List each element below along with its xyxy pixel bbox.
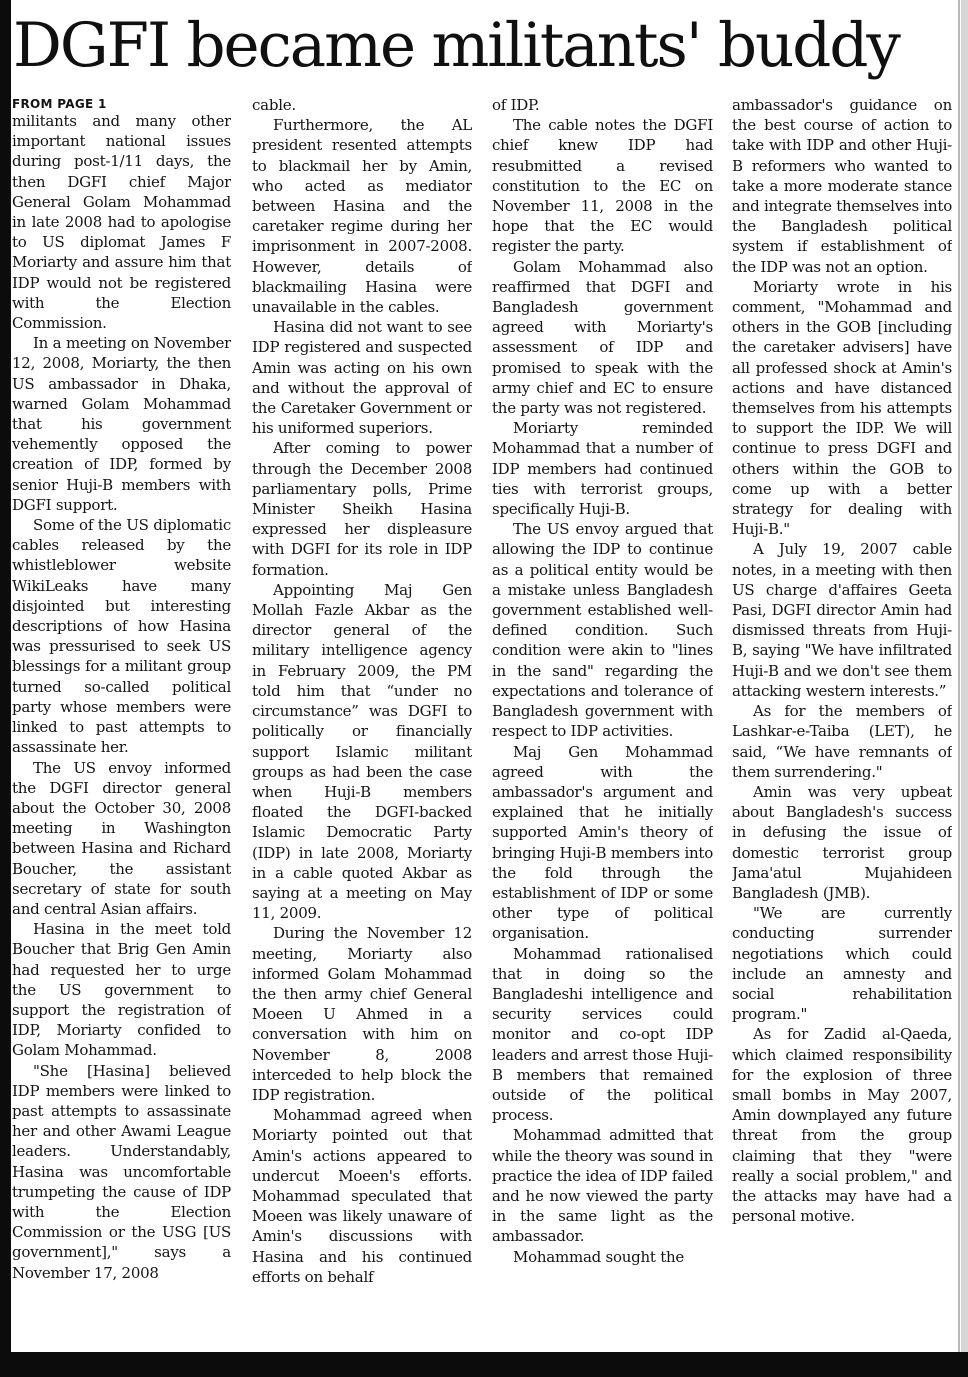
paragraph: After coming to power through the December 2008 parliamentary polls, Prime Minister Sheikh Hasina expressed her displeasure with DGFI for its role in IDP formation. xyxy=(252,439,472,579)
paragraph: Appointing Maj Gen Mollah Fazle Akbar as the director general of the military intelligence agency in February 2009, the PM told him that “under no circumstance” was DGFI to politically or financially support Islamic militant groups as had been the case when Huji-B members floated the DGFI-backed Islamic Democratic Party (IDP) in late 2008, Moriarty in a cable quoted Akbar as saying at a meeting on May 11, 2009. xyxy=(252,580,472,923)
article-column-4 xyxy=(732,95,952,1355)
article-column-3 xyxy=(492,95,713,1355)
paragraph: "She [Hasina] believed IDP members were linked to past attempts to assassinate her and other Awami League leaders. Understandably, Hasina was uncomfortable trumpeting the cause of IDP with the Election Commission or the USG [US government]," says a November 17, 2008 xyxy=(12,1061,231,1282)
paragraph: As for the members of Lashkar-e-Taiba (LET), he said, “We have remnants of them surrendering." xyxy=(732,702,952,781)
paragraph: Mohammad admitted that while the theory was sound in practice the idea of IDP failed and he now viewed the party in the same light as the ambassador. xyxy=(492,1126,713,1246)
paragraph: In a meeting on November 12, 2008, Moriarty, the then US ambassador in Dhaka, warned Golam Mohammad that his government vehemently opposed the creation of IDP, formed by senior Huji-B members with DGFI support. xyxy=(12,334,231,514)
paragraph: Golam Mohammad also reaffirmed that DGFI and Bangladesh government agreed with Moriarty's assessment of IDP and promised to speak with the army chief and EC to ensure the party was not registered. xyxy=(492,257,713,418)
paragraph: During the November 12 meeting, Moriarty also informed Golam Mohammad the then army chief General Moeen U Ahmed in a conversation with him on November 8, 2008 interceded to help block the IDP registration. xyxy=(252,924,472,1104)
article-column-2 xyxy=(252,95,472,1355)
paragraph: The US envoy informed the DGFI director general about the October 30, 2008 meeting in Washington between Hasina and Richard Boucher, the assistant secretary of state for south and central Asian affairs. xyxy=(12,758,231,918)
paragraph: Hasina did not want to see IDP registered and suspected Amin was acting on his own and without the approval of the Caretaker Government or his uniformed superiors. xyxy=(252,318,472,438)
paragraph: cable. xyxy=(252,96,296,114)
paragraph: Amin was very upbeat about Bangladesh's success in defusing the issue of domestic terrorist group Jama'atul Mujahideen Bangladesh (JMB). xyxy=(732,782,952,902)
paragraph: Mohammad sought the xyxy=(513,1247,685,1266)
paragraph: The cable notes the DGFI chief knew IDP had resubmitted a revised constitution to the EC on November 11, 2008 in the hope that the EC would register the party. xyxy=(492,116,713,256)
continuation-kicker: FROM PAGE 1 xyxy=(12,97,107,111)
paragraph: of IDP. xyxy=(492,96,540,114)
right-scan-border xyxy=(961,0,968,1377)
bottom-scan-border xyxy=(0,1352,968,1377)
paragraph: Moriarty reminded Mohammad that a number of IDP members had continued ties with terrorist groups, specifically Huji-B. xyxy=(492,419,713,519)
paragraph: militants and many other important national issues during post-1/11 days, the then DGFI chief Major General Golam Mohammad in late 2008 had to apologise to US diplomat James F Moriarty and assure him that IDP would not be registered with the Election Commission. xyxy=(12,112,231,333)
paragraph: The US envoy argued that allowing the IDP to continue as a political entity would be a mistake unless Bangladesh government established well-defined condition. Such condition were akin to "lines in the sand" regarding the expectations and tolerance of Bangladesh government with respect to IDP activities. xyxy=(492,520,713,741)
left-scan-border xyxy=(0,0,11,1377)
paragraph: As for Zadid al-Qaeda, which claimed responsibility for the explosion of three small bombs in May 2007, Amin downplayed any future threat from the group claiming that they "were really a social problem," and the attacks may have had a personal motive. xyxy=(732,1025,952,1226)
paragraph: Maj Gen Mohammad agreed with the ambassador's argument and explained that he initially supported Amin's theory of bringing Huji-B members into the fold through the establishment of IDP or some other type of political organisation. xyxy=(492,742,713,943)
paragraph: "We are currently conducting surrender negotiations which could include an amnesty and social rehabilitation program." xyxy=(732,904,952,1024)
paragraph: A July 19, 2007 cable notes, in a meeting with then US charge d'affaires Geeta Pasi, DGFI director Amin had dismissed threats from Huji-B, saying "We have infiltrated Huji-B and we don't see them attacking western interests.” xyxy=(732,540,952,700)
paragraph: Moriarty wrote in his comment, "Mohammad and others in the GOB [including the caretaker advisers] have all professed shock at Amin's actions and have distanced themselves from his attempts to support the IDP. We will continue to press DGFI and others within the GOB to come up with a better strategy for dealing with Huji-B." xyxy=(732,277,952,539)
headline: DGFI became militants' buddy xyxy=(13,10,899,81)
paragraph: Mohammad rationalised that in doing so the Bangladeshi intelligence and security services could monitor and co-opt IDP leaders and arrest those Huji-B members that remained outside of the political process. xyxy=(492,944,713,1125)
paragraph: Some of the US diplomatic cables released by the whistleblower website WikiLeaks have many disjointed but interesting descriptions of how Hasina was pressurised to seek US blessings for a militant group turned so-called political party whose members were linked to past attempts to assassinate her. xyxy=(12,516,231,757)
paragraph: Mohammad agreed when Moriarty pointed out that Amin's actions appeared to undercut Moeen's efforts. Mohammad speculated that Moeen was likely unaware of Amin's discussions with Hasina and his continued efforts on behalf xyxy=(252,1106,472,1286)
paragraph: Hasina in the meet told Boucher that Brig Gen Amin had requested her to urge the US government to support the registration of IDP, Moriarty confided to Golam Mohammad. xyxy=(12,920,231,1060)
right-column-rule xyxy=(958,0,960,1377)
paragraph: ambassador's guidance on the best course of action to take with IDP and other Huji-B reformers who wanted to take a more moderate stance and integrate themselves into the Bangladesh political system if establishment of the IDP was not an option. xyxy=(732,96,952,276)
article-column-1 xyxy=(12,111,231,1355)
paragraph: Furthermore, the AL president resented attempts to blackmail her by Amin, who acted as mediator between Hasina and the caretaker regime during her imprisonment in 2007-2008. However, details of blackmailing Hasina were unavailable in the cables. xyxy=(252,116,472,317)
